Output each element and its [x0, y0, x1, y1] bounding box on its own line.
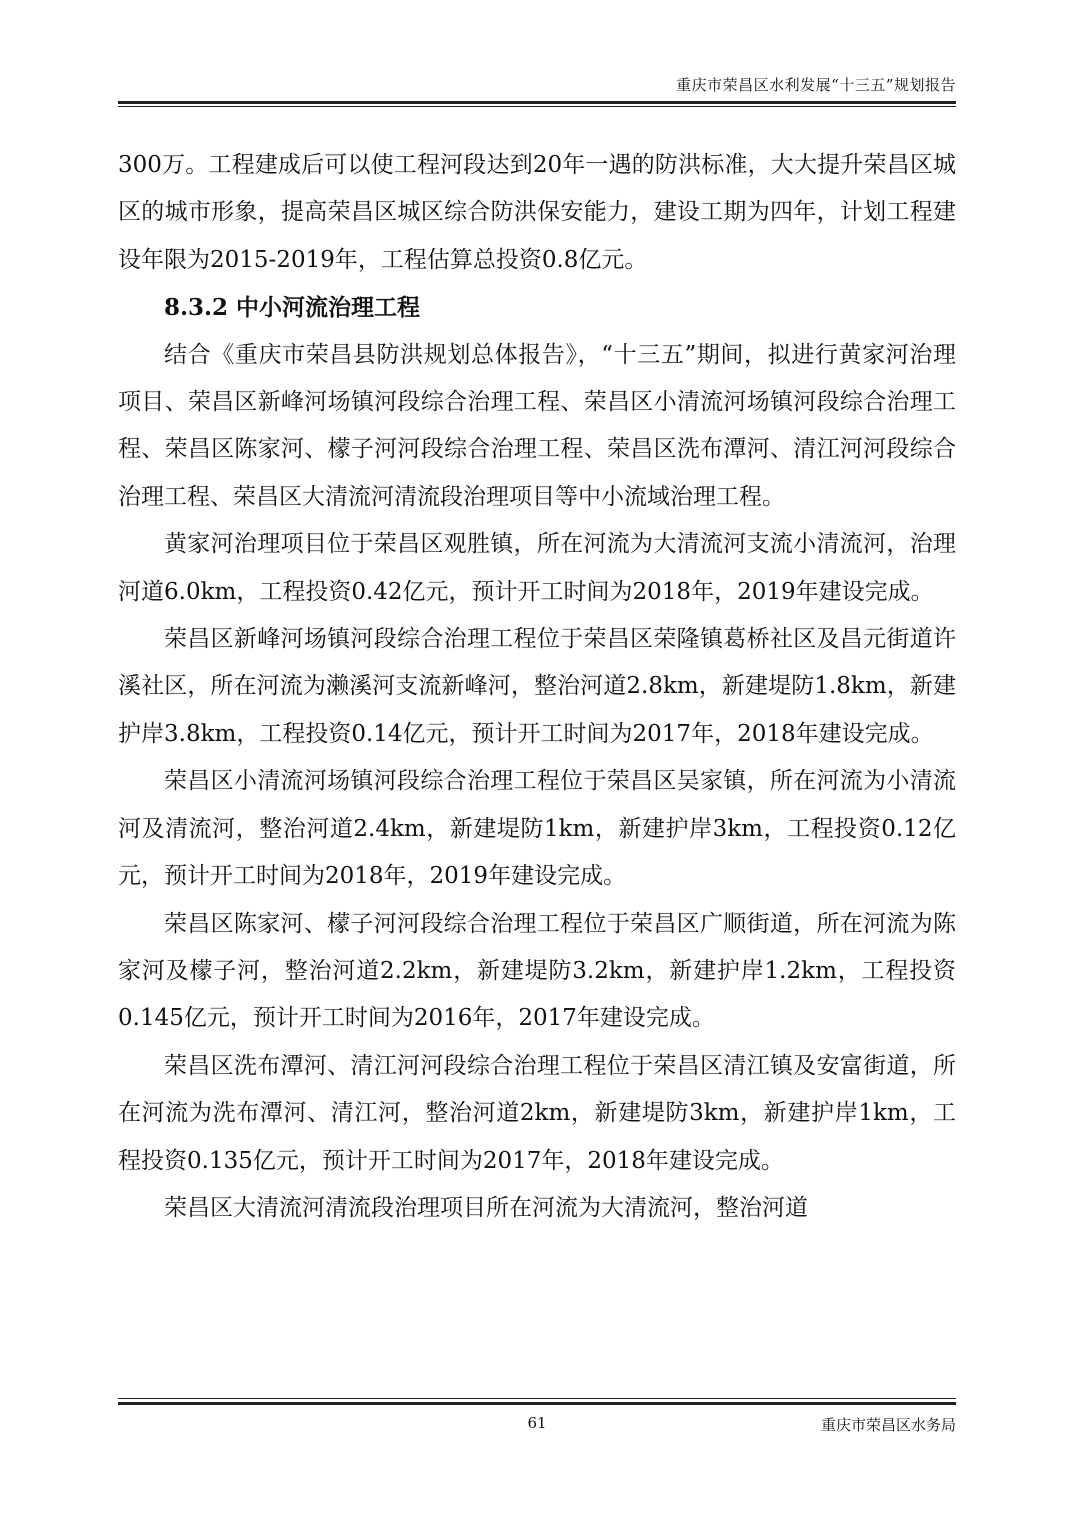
- paragraph-intro-continuation: 300万。工程建成后可以使工程河段达到20年一遇的防洪标准，大大提升荣昌区城区的城市形象，提高荣昌区城区综合防洪保安能力，建设工期为四年，计划工程建设年限为2015-2019年，工程估算总投资0.8亿元。: [118, 152, 956, 273]
- footer-rule-thin: [118, 1398, 956, 1399]
- paragraph-xiaoqingliu-river: 荣昌区小清流河场镇河段综合治理工程位于荣昌区吴家镇，所在河流为小清流河及清流河，整治河道2.4km，新建堤防1km，新建护岸3km，工程投资0.12亿元，预计开工时间为2018年，2019年建设完成。: [118, 768, 956, 890]
- paragraph-overview: 结合《重庆市荣昌县防洪规划总体报告》，“十三五”期间，拟进行黄家河治理项目、荣昌区新峰河场镇河段综合治理工程、荣昌区小清流河场镇河段综合治理工程、荣昌区陈家河、檬子河河段综合治理工程、荣昌区洗布潭河、清江河河段综合治理工程、荣昌区大清流河清流段治理项目等中小流域治理工程。: [118, 341, 956, 510]
- paragraph-huangjia-river: 黄家河治理项目位于荣昌区观胜镇，所在河流为大清流河支流小清流河，治理河道6.0km，工程投资0.42亿元，预计开工时间为2018年，2019年建设完成。: [118, 531, 956, 605]
- footer-organization: 重庆市荣昌区水务局: [820, 1416, 956, 1434]
- page-number: 61: [527, 1414, 547, 1432]
- section-heading: 8.3.2 中小河流治理工程: [164, 294, 421, 322]
- paragraph-daqingliu-river: 荣昌区大清流河清流段治理项目所在河流为大清流河，整治河道: [164, 1194, 808, 1221]
- header-rule-thick: [118, 101, 956, 104]
- body-text: [118, 142, 956, 1232]
- header-rule-thin: [118, 106, 956, 107]
- header-title: 重庆市荣昌区水利发展“十三五”规划报告: [676, 76, 956, 94]
- page-header: [118, 74, 956, 98]
- paragraph-xibutan-river: 荣昌区洗布潭河、清江河河段综合治理工程位于荣昌区清江镇及安富街道，所在河流为洗布潭河、清江河，整治河道2km，新建堤防3km，新建护岸1km，工程投资0.135亿元，预计开工时间为2017年，2018年建设完成。: [118, 1052, 956, 1174]
- paragraph-xinfeng-river: 荣昌区新峰河场镇河段综合治理工程位于荣昌区荣隆镇葛桥社区及昌元街道许溪社区，所在河流为濑溪河支流新峰河，整治河道2.8km，新建堤防1.8km，新建护岸3.8km，工程投资0.14亿元，预计开工时间为2017年，2018年建设完成。: [118, 626, 956, 747]
- footer-rule-thick: [118, 1402, 956, 1405]
- paragraph-chenjia-river: 荣昌区陈家河、檬子河河段综合治理工程位于荣昌区广顺街道，所在河流为陈家河及檬子河，整治河道2.2km，新建堤防3.2km，新建护岸1.2km，工程投资0.145亿元，预计开工时间为2016年，2017年建设完成。: [118, 910, 956, 1032]
